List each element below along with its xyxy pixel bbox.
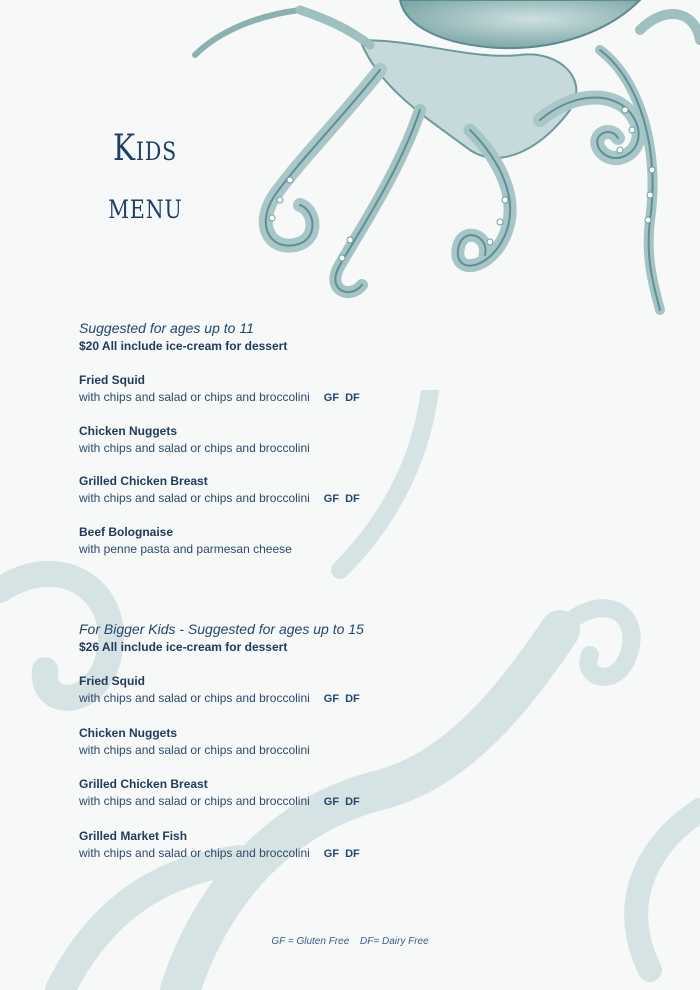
item-description	[79, 490, 499, 508]
menu-title-line1: Kids	[113, 128, 177, 169]
gf-tag: GF	[323, 693, 340, 705]
menu-section-ages-15	[79, 620, 499, 880]
item-name: Chicken Nuggets	[79, 424, 178, 438]
gf-tag: GF	[323, 796, 340, 808]
diet-tags	[318, 490, 360, 508]
menu-item	[79, 372, 499, 407]
diet-tags	[318, 845, 360, 863]
item-name: Fried Squid	[79, 674, 145, 688]
df-tag: DF	[345, 392, 360, 404]
legend-gf: GF = Gluten Free	[271, 936, 350, 947]
item-description	[79, 690, 499, 708]
item-description: with penne pasta and parmesan cheese	[79, 542, 292, 556]
menu-section-ages-11	[79, 319, 499, 574]
item-name: Grilled Chicken Breast	[79, 474, 208, 488]
item-description-text: with chips and salad or chips and broccolini	[79, 846, 310, 860]
legend-df: DF= Dairy Free	[360, 936, 429, 947]
item-description-text: with chips and salad or chips and broccolini	[79, 491, 310, 505]
section-heading: For Bigger Kids - Suggested for ages up to 15	[79, 621, 364, 637]
menu-item	[79, 473, 499, 508]
diet-tags	[318, 690, 360, 708]
item-description: with chips and salad or chips and broccolini	[79, 441, 310, 455]
gf-tag: GF	[323, 392, 340, 404]
gf-tag: GF	[323, 493, 340, 505]
octopus-illustration	[0, 0, 700, 330]
item-name: Beef Bolognaise	[79, 525, 174, 539]
item-description-text: with chips and salad or chips and broccolini	[79, 390, 310, 404]
diet-tags	[318, 389, 360, 407]
menu-title	[108, 120, 182, 236]
diet-tags	[318, 793, 360, 811]
df-tag: DF	[345, 493, 360, 505]
dietary-legend	[0, 936, 700, 947]
menu-item	[79, 776, 499, 811]
section-price: $26 All include ice-cream for dessert	[79, 640, 288, 654]
item-description-text: with chips and salad or chips and broccolini	[79, 794, 310, 808]
item-description: with chips and salad or chips and broccolini	[79, 743, 310, 757]
section-price: $20 All include ice-cream for dessert	[79, 339, 288, 353]
item-description-text: with chips and salad or chips and broccolini	[79, 691, 310, 705]
item-name: Fried Squid	[79, 373, 145, 387]
menu-item	[79, 524, 499, 558]
df-tag: DF	[345, 848, 360, 860]
df-tag: DF	[345, 796, 360, 808]
menu-item	[79, 673, 499, 708]
menu-item	[79, 423, 499, 457]
df-tag: DF	[345, 693, 360, 705]
item-description	[79, 793, 499, 811]
menu-item	[79, 828, 499, 863]
gf-tag: GF	[323, 848, 340, 860]
item-description	[79, 389, 499, 407]
item-description	[79, 845, 499, 863]
item-name: Grilled Chicken Breast	[79, 777, 208, 791]
menu-title-line2: menu	[108, 186, 183, 227]
menu-item	[79, 725, 499, 759]
item-name: Chicken Nuggets	[79, 726, 178, 740]
section-heading: Suggested for ages up to 11	[79, 320, 254, 336]
item-name: Grilled Market Fish	[79, 829, 188, 843]
